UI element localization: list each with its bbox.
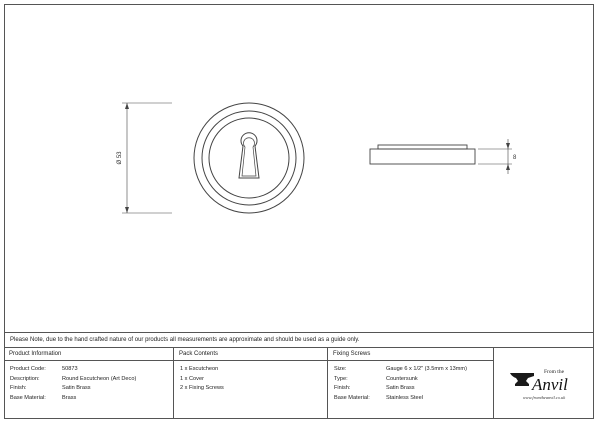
list-item: 1 x Escutcheon: [180, 366, 219, 372]
list-item: 2 x Fixing Screws: [180, 385, 224, 391]
fixing-screws-panel: [328, 348, 494, 419]
info-table: [4, 347, 594, 419]
from-the-anvil-logo: [494, 348, 593, 419]
logo-brand: Anvil: [532, 375, 568, 394]
logo-prefix: From the: [544, 369, 565, 375]
fixing-screws-heading: Fixing Screws: [328, 348, 493, 361]
inner-ring: [209, 118, 289, 198]
info-row: Base Material: Stainless Steel: [334, 394, 424, 401]
info-row: Product Code: 50873: [10, 366, 78, 372]
pack-contents-panel: [174, 348, 328, 419]
keyhole-inner: [242, 138, 256, 176]
info-row: Description: Round Escutcheon (Art Deco): [10, 375, 137, 382]
middle-ring: [202, 111, 296, 205]
outer-ring: [194, 103, 304, 213]
front-view: [194, 103, 304, 213]
height-label: 8: [513, 155, 517, 161]
info-row: Base Material: Brass: [10, 394, 77, 401]
info-row: Finish: Satin Brass: [10, 385, 91, 391]
info-row: Type: Countersunk: [334, 375, 418, 382]
info-row: Size: Gauge 6 x 1/2" (3.5mm x 13mm): [334, 366, 467, 372]
height-dimension: [478, 139, 512, 174]
side-view: [370, 145, 475, 164]
list-item: 1 x Cover: [180, 375, 204, 382]
product-information-heading: Product Information: [4, 348, 173, 361]
disclaimer-note: Please Note, due to the hand crafted nature of our products all measurements are approximate and should be used as a guide only.: [4, 332, 594, 347]
product-information-panel: [4, 348, 174, 419]
info-row: Finish: Satin Brass: [334, 385, 415, 391]
diameter-label: Ø 53: [117, 151, 123, 165]
logo-url: www.fromtheanvil.co.uk: [522, 395, 566, 400]
keyhole-outline: [239, 133, 259, 178]
diameter-dimension: [122, 103, 172, 213]
pack-contents-heading: Pack Contents: [174, 348, 327, 361]
anvil-icon: [510, 373, 534, 386]
